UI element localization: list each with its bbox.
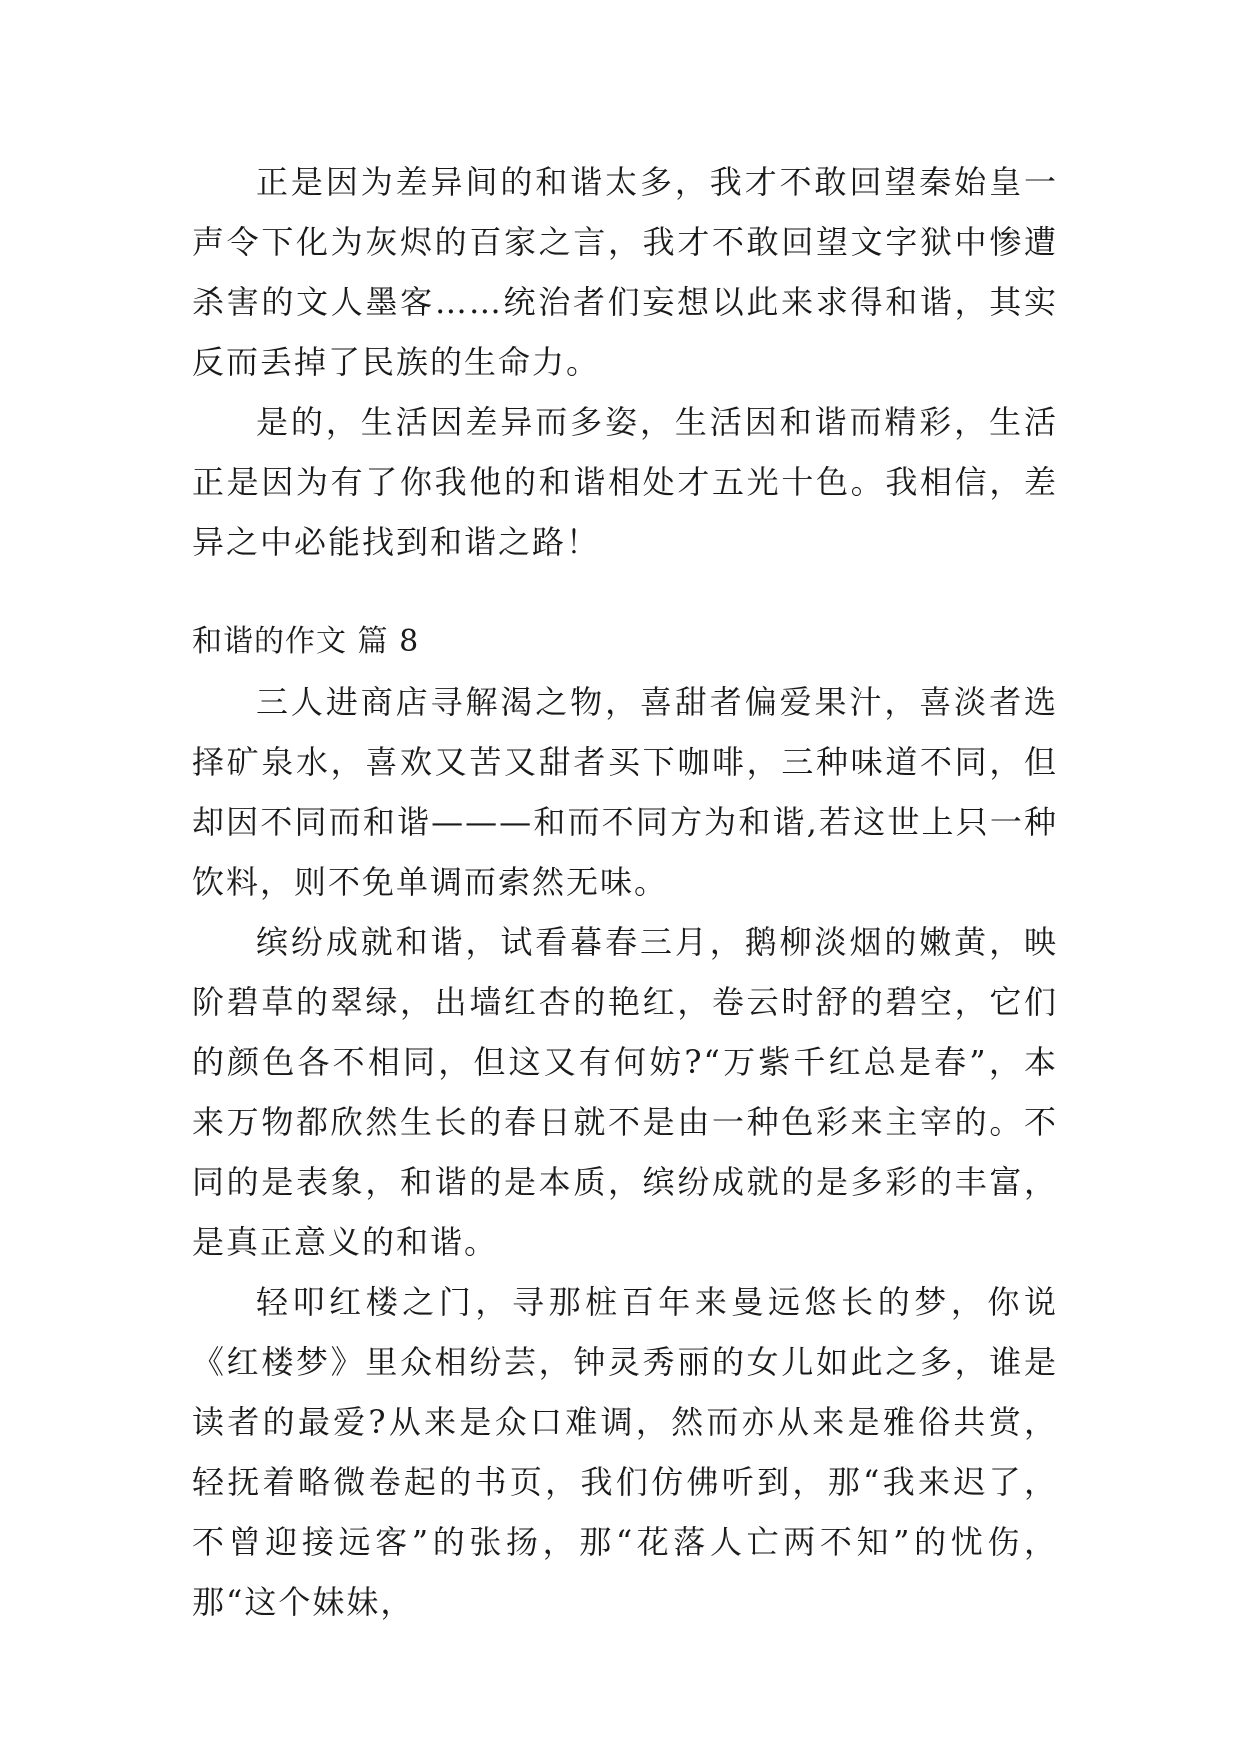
paragraph: 三人进商店寻解渴之物，喜甜者偏爱果汁，喜淡者选择矿泉水，喜欢又苦又甜者买下咖啡，三种味道不同，但却因不同而和谐———和而不同方为和谐,若这世上只一种饮料，则不免单调而索然无味。 [192,683,1058,901]
document-body [192,152,1058,1632]
section-heading: 和谐的作文 篇 8 [192,624,420,659]
paragraph: 缤纷成就和谐，试看暮春三月，鹅柳淡烟的嫩黄，映阶碧草的翠绿，出墙红杏的艳红，卷云时舒的碧空，它们的颜色各不相同，但这又有何妨?“万紫千红总是春”，本来万物都欣然生长的春日就不是由一种色彩来主宰的。不同的是表象，和谐的是本质，缤纷成就的是多彩的丰富，是真正意义的和谐。 [192,923,1058,1261]
paragraph: 正是因为差异间的和谐太多，我才不敢回望秦始皇一声令下化为灰烬的百家之言，我才不敢回望文字狱中惨遭杀害的文人墨客……统治者们妄想以此来求得和谐，其实反而丢掉了民族的生命力。 [192,163,1058,381]
paragraph: 是的，生活因差异而多姿，生活因和谐而精彩，生活正是因为有了你我他的和谐相处才五光十色。我相信，差异之中必能找到和谐之路！ [192,403,1058,561]
paragraph: 轻叩红楼之门，寻那桩百年来曼远悠长的梦，你说《红楼梦》里众相纷芸，钟灵秀丽的女儿如此之多，谁是读者的最爱?从来是众口难调，然而亦从来是雅俗共赏，轻抚着略微卷起的书页，我们仿佛听到，那“我来迟了，不曾迎接远客”的张扬，那“花落人亡两不知”的忧伤，那“这个妹妹， [192,1283,1058,1621]
